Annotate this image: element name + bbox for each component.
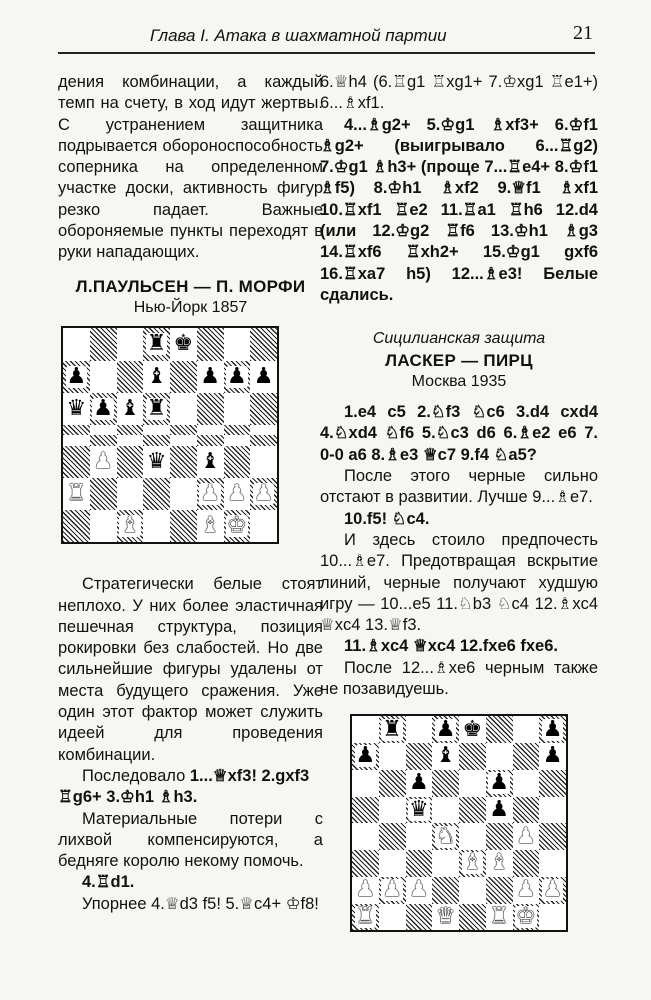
board-square xyxy=(486,716,513,743)
board-square xyxy=(379,823,406,850)
board-square xyxy=(406,877,433,904)
black-rook-icon: ♜ xyxy=(146,395,167,421)
board-square xyxy=(224,478,251,510)
board-square xyxy=(459,850,486,877)
board-square xyxy=(117,510,144,542)
comment-strategy: Стратегически белые стоят неплохо. У них более эластичная пешечная структура, позиция рокировки без слабостей. Но две сильнейшие фигуры удалены от места будущего сражения. Уже один этот фактор может служить идеей для проведения комбинации. xyxy=(58,575,323,764)
right-column xyxy=(320,72,598,932)
board-square xyxy=(90,478,117,510)
chapter-title: Глава I. Атака в шахматной партии xyxy=(150,26,447,45)
board-square xyxy=(379,877,406,904)
board-square xyxy=(406,716,433,743)
board-square xyxy=(117,435,144,445)
comment-alternative: Упорнее 4.♕d3 f5! 5.♕c4+ ♔f8! xyxy=(82,894,319,913)
black-bishop-icon: ♝ xyxy=(146,363,167,389)
white-pawn-icon: ♟ xyxy=(93,448,113,474)
board-square xyxy=(459,770,486,797)
black-pawn-icon: ♟ xyxy=(253,363,274,389)
comment-compensation: Материальные потери с лихвой компенсируются, а бедняге королю некому помочь. xyxy=(58,809,323,871)
board-square xyxy=(224,446,251,478)
black-pawn-icon: ♟ xyxy=(200,363,220,389)
board-square xyxy=(117,446,144,478)
black-king-icon: ♚ xyxy=(173,331,194,357)
board-square xyxy=(250,478,277,510)
white-knight-icon: ♞ xyxy=(435,823,456,849)
board-square xyxy=(250,393,277,425)
black-bishop-icon: ♝ xyxy=(200,448,220,474)
board-square xyxy=(143,361,170,393)
black-queen-icon: ♛ xyxy=(409,796,429,822)
board-square xyxy=(379,716,406,743)
game-title-lasker-pirc: ЛАСКЕР — ПИРЦ xyxy=(385,350,533,370)
board-square xyxy=(63,361,90,393)
board-square xyxy=(197,393,224,425)
board-square xyxy=(513,904,540,931)
white-pawn-icon: ♟ xyxy=(409,877,429,903)
board-square xyxy=(352,877,379,904)
board-square xyxy=(170,435,197,445)
board-square xyxy=(486,743,513,770)
board-square xyxy=(459,716,486,743)
board-square xyxy=(459,904,486,931)
board-square xyxy=(197,361,224,393)
board-square xyxy=(352,797,379,824)
board-square xyxy=(539,877,566,904)
game-title-paulsen-morphy: Л.ПАУЛЬСЕН — П. МОРФИ xyxy=(75,276,306,296)
board-square xyxy=(143,478,170,510)
white-pawn-icon: ♟ xyxy=(382,877,402,903)
moves-ten: 10.f5! ♘c4. xyxy=(344,509,430,528)
board-square xyxy=(513,770,540,797)
board-square xyxy=(459,877,486,904)
board-square xyxy=(170,361,197,393)
black-pawn-icon: ♟ xyxy=(542,743,563,769)
move-four: 4.♖d1. xyxy=(82,873,135,892)
board-square xyxy=(117,328,144,360)
board-square xyxy=(406,823,433,850)
board-square xyxy=(539,823,566,850)
board-square xyxy=(406,797,433,824)
black-bishop-icon: ♝ xyxy=(435,743,456,769)
board-square xyxy=(406,850,433,877)
comment-continuation xyxy=(58,766,323,809)
black-pawn-icon: ♟ xyxy=(489,796,509,822)
board-square xyxy=(432,743,459,770)
black-pawn-icon: ♟ xyxy=(355,743,376,769)
board-square xyxy=(486,823,513,850)
black-pawn-icon: ♟ xyxy=(93,395,113,421)
white-pawn-icon: ♟ xyxy=(542,877,563,903)
board-square xyxy=(513,797,540,824)
running-header xyxy=(58,12,595,54)
game-place-paulsen-morphy: Нью-Йорк 1857 xyxy=(133,298,248,316)
board-square xyxy=(379,850,406,877)
board-square xyxy=(224,435,251,445)
board-square xyxy=(539,716,566,743)
board-square xyxy=(486,850,513,877)
intro-paragraph: дения комбинации, а каждый темп на счету, в ход идут жертвы. С устранением защитника подрывается обороноспособность соперника на определенном участке доски, активность фигур резко падает. Важные обороняемые пункты переходят в руки нападающих. xyxy=(58,73,323,262)
continuation-text: Последовало xyxy=(82,766,190,785)
opening-name: Сицилианская защита xyxy=(372,330,546,348)
board-square xyxy=(432,850,459,877)
white-pawn-icon: ♟ xyxy=(355,877,376,903)
board-square xyxy=(539,904,566,931)
board-square xyxy=(197,510,224,542)
white-pawn-icon: ♟ xyxy=(516,823,536,849)
white-bishop-icon: ♝ xyxy=(462,850,483,876)
board-square xyxy=(352,904,379,931)
comment-prefer: И здесь стоило предпочесть 10...♗e7. Предотвращая вскрытие линий, черные получают худшую игру — 10...e5 11.♘b3 ♘c4 12.♗xc4 ♕xc4 13.♕f3. xyxy=(320,530,598,635)
board-square xyxy=(513,716,540,743)
black-rook-icon: ♜ xyxy=(146,331,167,357)
black-king-icon: ♚ xyxy=(462,716,483,742)
board-square xyxy=(90,328,117,360)
white-bishop-icon: ♝ xyxy=(489,850,509,876)
comment-development: После этого черные сильно отстают в развитии. Лучше 9...♗e7. xyxy=(320,467,598,507)
black-pawn-icon: ♟ xyxy=(435,716,456,742)
board-square xyxy=(197,478,224,510)
board-square xyxy=(459,743,486,770)
board-square xyxy=(90,425,117,435)
board-square xyxy=(224,328,251,360)
board-square xyxy=(513,823,540,850)
white-pawn-icon: ♟ xyxy=(227,480,247,506)
board-square xyxy=(197,425,224,435)
board-square xyxy=(63,425,90,435)
board-square xyxy=(63,328,90,360)
board-square xyxy=(432,797,459,824)
board-square xyxy=(352,716,379,743)
board-square xyxy=(379,770,406,797)
board-square xyxy=(406,743,433,770)
board-square xyxy=(143,393,170,425)
board-square xyxy=(117,393,144,425)
board-square xyxy=(90,435,117,445)
white-king-icon: ♚ xyxy=(227,513,247,539)
board-square xyxy=(379,797,406,824)
board-square xyxy=(197,446,224,478)
board-square xyxy=(197,435,224,445)
board-square xyxy=(170,425,197,435)
black-pawn-icon: ♟ xyxy=(542,716,563,742)
board-square xyxy=(63,393,90,425)
board-square xyxy=(539,797,566,824)
game-place-lasker-pirc: Москва 1935 xyxy=(411,372,507,390)
board-square xyxy=(379,743,406,770)
board-square xyxy=(250,361,277,393)
board-square xyxy=(117,478,144,510)
board-square xyxy=(432,823,459,850)
board-square xyxy=(90,393,117,425)
board-square xyxy=(224,361,251,393)
white-bishop-icon: ♝ xyxy=(120,513,140,539)
white-rook-icon: ♜ xyxy=(66,480,87,506)
white-pawn-icon: ♟ xyxy=(200,480,220,506)
page-number: 21 xyxy=(573,22,593,44)
board-square xyxy=(170,328,197,360)
board-square xyxy=(170,510,197,542)
white-queen-icon: ♛ xyxy=(435,903,456,929)
board-square xyxy=(352,770,379,797)
board-square xyxy=(143,435,170,445)
board-square xyxy=(63,446,90,478)
left-column xyxy=(58,72,323,915)
board-square xyxy=(539,743,566,770)
board-square xyxy=(250,328,277,360)
board-square xyxy=(117,425,144,435)
board-square xyxy=(143,446,170,478)
main-line-moves: 4...♗g2+ 5.♔g1 ♗xf3+ 6.♔f1 ♗g2+ (выигрывало 6...♖g2) 7.♔g1 ♗h3+ (проще 7...♖e4+ 8.♔f1 ♗f5) 8.♔h1 ♗xf2 9.♕f1 ♗xf1 10.♖xf1 ♖e2 11.♖a1 ♖h6 12.d4 (или 12.♔g2 ♖f6 13.♔h1 ♗g3 14.♖xf6 ♖xh2+ 15.♔g1 gxf6 16.♖xa7 h5) 12...♗e3! Белые сдались. xyxy=(320,115,598,304)
board-square xyxy=(432,770,459,797)
black-pawn-icon: ♟ xyxy=(409,770,429,796)
board-square xyxy=(63,478,90,510)
board-square xyxy=(486,797,513,824)
board-square xyxy=(406,770,433,797)
comment-final: После 12...♗xe6 черным также не позавидуешь. xyxy=(320,658,598,699)
board-square xyxy=(486,770,513,797)
white-pawn-icon: ♟ xyxy=(253,480,274,506)
white-rook-icon: ♜ xyxy=(355,903,376,929)
board-square xyxy=(539,850,566,877)
board-square xyxy=(197,328,224,360)
board-square xyxy=(513,743,540,770)
board-square xyxy=(352,823,379,850)
black-pawn-icon: ♟ xyxy=(66,363,87,389)
chess-diagram-lasker-pirc xyxy=(350,714,568,932)
board-square xyxy=(459,823,486,850)
board-square xyxy=(486,904,513,931)
board-square xyxy=(90,446,117,478)
board-square xyxy=(352,850,379,877)
board-square xyxy=(486,877,513,904)
black-pawn-icon: ♟ xyxy=(227,363,247,389)
board-square xyxy=(250,510,277,542)
black-rook-icon: ♜ xyxy=(382,716,402,742)
board-square xyxy=(250,446,277,478)
board-square xyxy=(224,425,251,435)
black-pawn-icon: ♟ xyxy=(489,770,509,796)
board-square xyxy=(63,510,90,542)
white-bishop-icon: ♝ xyxy=(200,513,220,539)
white-rook-icon: ♜ xyxy=(489,903,509,929)
board-square xyxy=(90,361,117,393)
black-queen-icon: ♛ xyxy=(66,395,87,421)
board-square xyxy=(250,435,277,445)
white-pawn-icon: ♟ xyxy=(516,877,536,903)
continuation-moves: 1...♕xf3! 2.gxf3 ♖g6+ 3.♔h1 ♗h3. xyxy=(58,766,310,807)
black-bishop-icon: ♝ xyxy=(120,395,140,421)
board-square xyxy=(432,877,459,904)
board-square xyxy=(170,478,197,510)
board-square xyxy=(513,877,540,904)
board-square xyxy=(406,904,433,931)
board-square xyxy=(90,510,117,542)
black-queen-icon: ♛ xyxy=(146,448,167,474)
board-square xyxy=(432,716,459,743)
board-square xyxy=(117,361,144,393)
opening-moves: 1.e4 c5 2.♘f3 ♘c6 3.d4 cxd4 4.♘xd4 ♘f6 5.♘c3 d6 6.♗e2 e6 7. 0-0 a6 8.♗e3 ♕c7 9.f4 ♘a5? xyxy=(320,403,598,464)
moves-eleven: 11.♗xc4 ♕xc4 12.fxe6 fxe6. xyxy=(344,637,558,656)
board-square xyxy=(432,904,459,931)
board-square xyxy=(539,770,566,797)
board-square xyxy=(513,850,540,877)
board-square xyxy=(379,904,406,931)
board-square xyxy=(459,797,486,824)
board-square xyxy=(170,393,197,425)
board-square xyxy=(143,510,170,542)
board-square xyxy=(352,743,379,770)
board-square xyxy=(143,328,170,360)
chess-diagram-paulsen-morphy xyxy=(61,326,279,544)
variation-line: 6.♕h4 (6.♖g1 ♖xg1+ 7.♔xg1 ♖e1+) 6...♗xf1. xyxy=(320,73,598,113)
board-square xyxy=(63,435,90,445)
board-square xyxy=(170,446,197,478)
board-square xyxy=(143,425,170,435)
board-square xyxy=(250,425,277,435)
board-square xyxy=(224,393,251,425)
white-king-icon: ♚ xyxy=(516,903,536,929)
board-square xyxy=(224,510,251,542)
